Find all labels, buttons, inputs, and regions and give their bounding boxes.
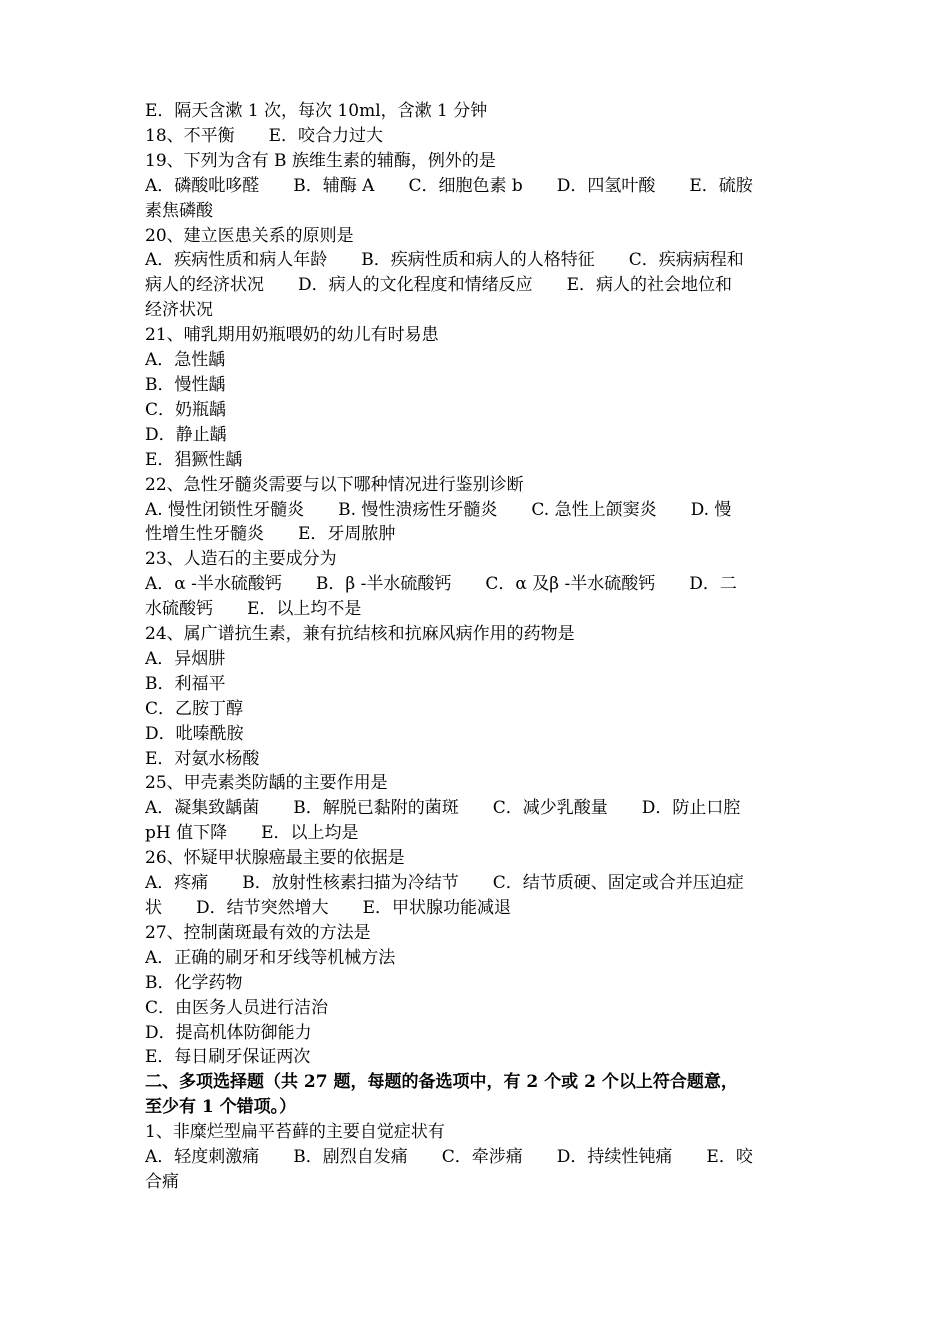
text-line: A．正确的刷牙和牙线等机械方法 [145, 947, 396, 968]
text-line: 21、哺乳期用奶瓶喂奶的幼儿有时易患 [145, 325, 439, 346]
text-line: 性增生性牙髓炎 E．牙周脓肿 [145, 524, 396, 545]
text-line: A．异烟肼 [145, 648, 226, 669]
text-line: 27、控制菌斑最有效的方法是 [145, 922, 371, 943]
text-line: 24、属广谱抗生素，兼有抗结核和抗麻风病作用的药物是 [145, 624, 575, 645]
text-line: E．对氨水杨酸 [145, 748, 260, 769]
text-line: E．每日刷牙保证两次 [145, 1047, 311, 1068]
text-line: A．急性龋 [145, 350, 226, 371]
text-line: E．猖獗性龋 [145, 449, 243, 470]
text-line: C．由医务人员进行洁治 [145, 997, 329, 1018]
text-line: D．吡嗪酰胺 [145, 723, 244, 744]
text-line: A. 慢性闭锁性牙髓炎 B. 慢性溃疡性牙髓炎 C. 急性上颌窦炎 D. 慢 [145, 499, 732, 520]
text-line: C．奶瓶龋 [145, 399, 227, 420]
section-heading-line: 至少有 1 个错项。） [145, 1097, 297, 1118]
text-line: D．提高机体防御能力 [145, 1022, 312, 1043]
text-line: 合痛 [145, 1171, 179, 1192]
text-line: B．慢性龋 [145, 374, 226, 395]
text-line: 26、怀疑甲状腺癌最主要的依据是 [145, 848, 405, 869]
text-line: B．利福平 [145, 673, 226, 694]
text-line: A．凝集致龋菌 B．解脱已黏附的菌斑 C．减少乳酸量 D．防止口腔 [145, 798, 741, 819]
text-line: pH 值下降 E．以上均是 [145, 823, 359, 844]
text-line: A．α -半水硫酸钙 B．β -半水硫酸钙 C．α 及β -半水硫酸钙 D．二 [145, 574, 737, 595]
text-line: E．隔天含漱 1 次，每次 10ml，含漱 1 分钟 [145, 101, 488, 121]
text-line: 经济状况 [145, 300, 213, 321]
text-line: 23、人造石的主要成分为 [145, 549, 337, 570]
text-line: 25、甲壳素类防龋的主要作用是 [145, 773, 388, 794]
text-line: A．磷酸吡哆醛 B．辅酶 A C．细胞色素 b D．四氢叶酸 E．硫胺 [145, 175, 753, 196]
section-heading-line: 二、多项选择题（共 27 题，每题的备选项中，有 2 个或 2 个以上符合题意， [145, 1072, 738, 1093]
text-line: 22、急性牙髓炎需要与以下哪种情况进行鉴别诊断 [145, 474, 524, 495]
text-line: 1、非糜烂型扁平苔藓的主要自觉症状有 [145, 1122, 445, 1143]
text-line: A．疼痛 B．放射性核素扫描为冷结节 C．结节质硬、固定或合并压迫症 [145, 873, 744, 894]
text-line: 状 D．结节突然增大 E．甲状腺功能减退 [145, 898, 512, 918]
text-line: 病人的经济状况 D．病人的文化程度和情绪反应 E．病人的社会地位和 [145, 275, 733, 296]
text-line: 水硫酸钙 E．以上均不是 [145, 599, 362, 620]
document-page [145, 99, 809, 1195]
text-line: 20、建立医患关系的原则是 [145, 225, 354, 246]
text-line: A．疾病性质和病人年龄 B．疾病性质和病人的人格特征 C．疾病病程和 [145, 250, 744, 271]
text-line: 19、下列为含有 B 族维生素的辅酶，例外的是 [145, 150, 496, 171]
text-line: D．静止龋 [145, 424, 227, 445]
text-line: A．轻度刺激痛 B．剧烈自发痛 C．牵涉痛 D．持续性钝痛 E．咬 [145, 1147, 753, 1168]
text-line: 18、不平衡 E．咬合力过大 [145, 125, 384, 146]
text-line: 素焦磷酸 [145, 200, 213, 221]
text-line: B．化学药物 [145, 972, 243, 993]
text-line: C．乙胺丁醇 [145, 698, 244, 719]
